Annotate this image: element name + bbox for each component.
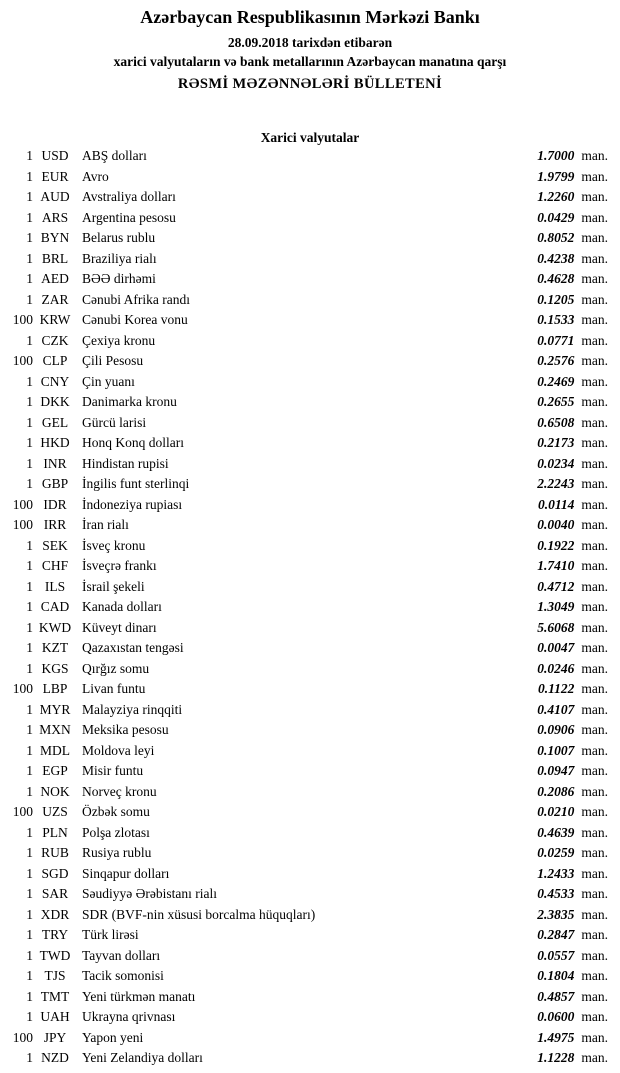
unit-label: man.: [581, 496, 608, 512]
quantity: 100: [12, 804, 33, 819]
currency-code: IRR: [43, 517, 67, 532]
rate-value: 0.2086: [537, 783, 575, 799]
rate-value: 0.2847: [537, 927, 575, 942]
rate-row: [0, 169, 620, 190]
rate-row: [0, 374, 620, 395]
quantity: 100: [12, 1029, 33, 1045]
currency-code: BYN: [40, 230, 70, 245]
rate-row: [0, 907, 620, 928]
quantity: 1: [26, 435, 33, 450]
bulletin-title: RƏSMİ MƏZƏNNƏLƏRİ BÜLLETENİ: [177, 76, 443, 92]
unit-label: man.: [581, 1050, 608, 1065]
currency-name: Çexiya kronu: [82, 332, 156, 348]
quantity: 1: [26, 742, 33, 758]
unit-label: man.: [581, 865, 608, 881]
rate-row: [0, 189, 620, 210]
document-header: [0, 6, 620, 93]
currency-name: Tayvan dolları: [82, 947, 161, 963]
quantity: 1: [26, 394, 33, 409]
rate-row: [0, 661, 620, 682]
currency-name: Yeni Zelandiya dolları: [82, 1050, 203, 1065]
rate-row: [0, 579, 620, 600]
rate-row: [0, 1050, 620, 1071]
currency-code: GBP: [41, 476, 69, 491]
unit-label: man.: [581, 148, 608, 163]
section-title-foreign-currencies: Xarici valyutalar: [260, 130, 360, 145]
rate-value: 5.6068: [537, 619, 575, 635]
currency-code: SEK: [42, 537, 68, 553]
quantity: 1: [26, 476, 33, 491]
currency-name: Misir funtu: [82, 763, 144, 778]
rate-value: 0.1533: [537, 312, 575, 327]
currency-name: BƏƏ dirhəmi: [82, 271, 156, 286]
rate-value: 0.0210: [537, 804, 575, 819]
rate-row: [0, 681, 620, 702]
currency-name: Yapon yeni: [82, 1029, 144, 1045]
currency-name: Livan funtu: [82, 681, 146, 696]
unit-label: man.: [581, 742, 608, 758]
rate-value: 0.0114: [537, 496, 575, 512]
rate-row: [0, 497, 620, 518]
currency-code: XDR: [40, 906, 70, 922]
currency-name: Danimarka kronu: [82, 394, 177, 409]
unit-label: man.: [581, 435, 608, 450]
rate-value: 0.4639: [537, 824, 575, 840]
rate-row: [0, 271, 620, 292]
quantity: 1: [26, 209, 33, 225]
currency-name: Honq Konq dolları: [82, 435, 184, 450]
rate-row: [0, 292, 620, 313]
unit-label: man.: [581, 927, 608, 942]
currency-code: RUB: [41, 845, 69, 860]
rate-row: [0, 702, 620, 723]
rate-value: 0.2576: [537, 353, 575, 368]
rate-row: [0, 845, 620, 866]
quantity: 1: [26, 927, 33, 942]
currency-name: Qazaxıstan tengəsi: [82, 640, 184, 655]
bank-title: Azərbaycan Respublikasının Mərkəzi Bankı: [140, 7, 480, 27]
currency-name: ABŞ dolları: [82, 148, 147, 163]
unit-label: man.: [581, 660, 608, 676]
rate-value: 0.4712: [537, 578, 575, 594]
rate-row: [0, 763, 620, 784]
quantity: 1: [26, 783, 33, 799]
rate-value: 0.0557: [537, 947, 575, 963]
quantity: 1: [26, 250, 33, 266]
currency-code: BRL: [41, 250, 69, 266]
rate-value: 1.2433: [537, 865, 575, 881]
currency-name: Çin yuanı: [82, 373, 135, 389]
rate-value: 0.8052: [537, 230, 575, 245]
rate-row: [0, 435, 620, 456]
rate-row: [0, 722, 620, 743]
quantity: 1: [26, 968, 33, 983]
unit-label: man.: [581, 578, 608, 594]
rate-value: 0.4857: [537, 988, 575, 1004]
unit-label: man.: [581, 968, 608, 983]
currency-code: TRY: [41, 927, 69, 942]
quantity: 100: [12, 353, 33, 368]
currency-code: CAD: [40, 599, 70, 614]
rate-row: [0, 230, 620, 251]
rate-row: [0, 415, 620, 436]
rate-row: [0, 620, 620, 641]
currency-name: Norveç kronu: [82, 783, 157, 799]
quantity: 1: [26, 230, 33, 245]
rate-value: 0.0600: [537, 1009, 575, 1024]
unit-label: man.: [581, 886, 608, 901]
rate-value: 0.1007: [537, 742, 575, 758]
currency-name: Gürcü larisi: [82, 414, 147, 430]
rate-value: 0.0947: [537, 763, 575, 778]
currency-code: MYR: [39, 701, 71, 717]
currency-name: Malayziya rinqqiti: [82, 701, 183, 717]
currency-code: HKD: [40, 435, 70, 450]
unit-label: man.: [581, 1029, 608, 1045]
currency-code: DKK: [40, 394, 70, 409]
rate-row: [0, 968, 620, 989]
currency-code: CLP: [42, 353, 68, 368]
currency-name: Rusiya rublu: [82, 845, 152, 860]
rate-value: 0.0040: [537, 517, 575, 532]
rate-row: [0, 210, 620, 231]
unit-label: man.: [581, 414, 608, 430]
quantity: 1: [26, 1050, 33, 1065]
currency-code: MDL: [40, 742, 70, 758]
unit-label: man.: [581, 517, 608, 532]
unit-label: man.: [581, 701, 608, 717]
unit-label: man.: [581, 804, 608, 819]
rate-row: [0, 476, 620, 497]
rates-list: [0, 148, 620, 1071]
rate-row: [0, 989, 620, 1010]
rate-row: [0, 599, 620, 620]
currency-code: ZAR: [41, 291, 69, 307]
unit-label: man.: [581, 619, 608, 635]
currency-name: Səudiyyə Ərəbistanı rialı: [82, 886, 217, 901]
rate-value: 0.2469: [537, 373, 575, 389]
currency-code: LBP: [42, 681, 68, 696]
rate-row: [0, 1009, 620, 1030]
quantity: 1: [26, 168, 33, 184]
quantity: 1: [26, 455, 33, 471]
currency-code: ILS: [44, 578, 66, 594]
quantity: 1: [26, 332, 33, 348]
currency-name: Küveyt dinarı: [82, 619, 157, 635]
rate-value: 0.4107: [537, 701, 575, 717]
currency-code: AUD: [40, 189, 70, 204]
rate-row: [0, 948, 620, 969]
unit-label: man.: [581, 763, 608, 778]
rate-value: 0.0429: [537, 209, 575, 225]
unit-label: man.: [581, 271, 608, 286]
unit-label: man.: [581, 599, 608, 614]
rate-row: [0, 251, 620, 272]
currency-code: SAR: [41, 886, 69, 901]
rate-row: [0, 353, 620, 374]
currency-code: KRW: [39, 312, 71, 327]
currency-name: İsveç kronu: [82, 537, 146, 553]
rate-value: 0.1205: [537, 291, 575, 307]
currency-code: KZT: [41, 640, 69, 655]
rate-value: 1.2260: [537, 189, 575, 204]
unit-label: man.: [581, 353, 608, 368]
unit-label: man.: [581, 845, 608, 860]
currency-name: Avstraliya dolları: [82, 189, 176, 204]
quantity: 100: [12, 312, 33, 327]
rate-row: [0, 743, 620, 764]
currency-name: Kanada dolları: [82, 599, 162, 614]
quantity: 100: [12, 681, 33, 696]
rate-row: [0, 886, 620, 907]
rate-row: [0, 784, 620, 805]
currency-name: Belarus rublu: [82, 230, 156, 245]
rate-row: [0, 394, 620, 415]
quantity: 100: [12, 517, 33, 532]
quantity: 1: [26, 701, 33, 717]
rate-value: 0.1804: [537, 968, 575, 983]
quantity: 1: [26, 906, 33, 922]
quantity: 1: [26, 763, 33, 778]
quantity: 1: [26, 640, 33, 655]
currency-code: SGD: [41, 865, 69, 881]
currency-code: CZK: [41, 332, 69, 348]
rate-value: 0.0906: [537, 722, 575, 737]
quantity: 1: [26, 1009, 33, 1024]
quantity: 100: [12, 496, 33, 512]
currency-name: Cənubi Korea vonu: [82, 312, 188, 327]
unit-label: man.: [581, 209, 608, 225]
rate-value: 0.0771: [537, 332, 575, 348]
currency-code: USD: [41, 148, 69, 163]
unit-label: man.: [581, 476, 608, 491]
quantity: 1: [26, 537, 33, 553]
quantity: 1: [26, 988, 33, 1004]
currency-name: Braziliya rialı: [82, 250, 157, 266]
rate-value: 1.1228: [537, 1050, 575, 1065]
unit-label: man.: [581, 988, 608, 1004]
quantity: 1: [26, 722, 33, 737]
currency-name: Meksika pesosu: [82, 722, 169, 737]
rate-value: 1.4975: [537, 1029, 575, 1045]
currency-name: Tacik somonisi: [82, 968, 164, 983]
currency-code: KWD: [38, 619, 72, 635]
unit-label: man.: [581, 640, 608, 655]
currency-name: İngilis funt sterlinqi: [82, 476, 190, 491]
currency-name: İsrail şekeli: [82, 578, 145, 594]
unit-label: man.: [581, 824, 608, 840]
unit-label: man.: [581, 394, 608, 409]
currency-code: UAH: [40, 1009, 70, 1024]
rate-value: 0.4238: [537, 250, 575, 266]
currency-name: Özbək somu: [82, 804, 150, 819]
unit-label: man.: [581, 168, 608, 184]
rate-row: [0, 517, 620, 538]
rate-row: [0, 804, 620, 825]
currency-name: İsveçrə frankı: [82, 558, 157, 573]
unit-label: man.: [581, 373, 608, 389]
quantity: 1: [26, 824, 33, 840]
currency-name: Ukrayna qrivnası: [82, 1009, 176, 1024]
currency-code: EUR: [41, 168, 69, 184]
rate-row: [0, 825, 620, 846]
quantity: 1: [26, 947, 33, 963]
unit-label: man.: [581, 783, 608, 799]
rate-row: [0, 866, 620, 887]
unit-label: man.: [581, 947, 608, 963]
rate-value: 0.0047: [537, 640, 575, 655]
unit-label: man.: [581, 537, 608, 553]
rate-row: [0, 640, 620, 661]
currency-code: CHF: [41, 558, 69, 573]
quantity: 1: [26, 845, 33, 860]
rate-value: 0.1122: [537, 681, 575, 696]
unit-label: man.: [581, 681, 608, 696]
rate-value: 0.0259: [537, 845, 575, 860]
rate-value: 2.2243: [537, 476, 575, 491]
unit-label: man.: [581, 230, 608, 245]
currency-code: NOK: [40, 783, 70, 799]
unit-label: man.: [581, 291, 608, 307]
rate-value: 0.0234: [537, 455, 575, 471]
currency-name: İndoneziya rupiası: [82, 496, 183, 512]
rate-value: 0.4628: [537, 271, 575, 286]
quantity: 1: [26, 578, 33, 594]
rate-value: 1.9799: [537, 168, 575, 184]
unit-label: man.: [581, 312, 608, 327]
currency-code: IDR: [43, 496, 67, 512]
rate-row: [0, 456, 620, 477]
effective-date-line: 28.09.2018 tarixdən etibarən: [227, 35, 393, 50]
rate-value: 2.3835: [537, 906, 575, 922]
rate-value: 1.7410: [537, 558, 575, 573]
rate-value: 0.4533: [537, 886, 575, 901]
currency-name: Polşa zlotası: [82, 824, 150, 840]
currency-name: Avro: [82, 168, 109, 184]
quantity: 1: [26, 599, 33, 614]
currency-name: Argentina pesosu: [82, 209, 176, 225]
currency-code: NZD: [41, 1050, 69, 1065]
unit-label: man.: [581, 558, 608, 573]
currency-code: KGS: [41, 660, 69, 676]
rate-value: 0.2173: [537, 435, 575, 450]
currency-code: GEL: [41, 414, 69, 430]
rate-row: [0, 1030, 620, 1051]
quantity: 1: [26, 271, 33, 286]
rate-value: 1.7000: [537, 148, 575, 163]
rate-row: [0, 148, 620, 169]
currency-code: TMT: [40, 988, 70, 1004]
rate-value: 0.1922: [537, 537, 575, 553]
unit-label: man.: [581, 189, 608, 204]
currency-name: İran rialı: [82, 517, 129, 532]
rate-row: [0, 312, 620, 333]
quantity: 1: [26, 660, 33, 676]
unit-label: man.: [581, 332, 608, 348]
rate-row: [0, 558, 620, 579]
currency-name: Sinqapur dolları: [82, 865, 170, 881]
quantity: 1: [26, 558, 33, 573]
currency-name: Türk lirəsi: [82, 927, 139, 942]
quantity: 1: [26, 189, 33, 204]
quantity: 1: [26, 886, 33, 901]
currency-code: INR: [43, 455, 67, 471]
quantity: 1: [26, 148, 33, 163]
rate-row: [0, 927, 620, 948]
rate-row: [0, 333, 620, 354]
unit-label: man.: [581, 1009, 608, 1024]
unit-label: man.: [581, 455, 608, 471]
currency-name: Moldova leyi: [82, 742, 155, 758]
currency-code: TJS: [44, 968, 66, 983]
currency-code: MXN: [39, 722, 71, 737]
currency-code: CNY: [40, 373, 70, 389]
rate-value: 0.6508: [537, 414, 575, 430]
unit-label: man.: [581, 906, 608, 922]
rate-value: 1.3049: [537, 599, 575, 614]
unit-label: man.: [581, 250, 608, 266]
currency-name: Çili Pesosu: [82, 353, 144, 368]
quantity: 1: [26, 291, 33, 307]
currency-name: SDR (BVF-nin xüsusi borcalma hüquqları): [82, 906, 316, 922]
rate-value: 0.0246: [537, 660, 575, 676]
quantity: 1: [26, 414, 33, 430]
rate-value: 0.2655: [537, 394, 575, 409]
bulletin-subtitle: xarici valyutaların və bank metallarının Azərbaycan manatına qarşı: [113, 54, 507, 69]
currency-code: TWD: [39, 947, 71, 963]
rate-row: [0, 538, 620, 559]
currency-code: EGP: [42, 763, 68, 778]
currency-name: Yeni türkmən manatı: [82, 988, 196, 1004]
currency-code: UZS: [42, 804, 68, 819]
quantity: 1: [26, 865, 33, 881]
currency-code: PLN: [42, 824, 68, 840]
quantity: 1: [26, 619, 33, 635]
currency-name: Qırğız somu: [82, 660, 150, 676]
unit-label: man.: [581, 722, 608, 737]
currency-name: Cənubi Afrika randı: [82, 291, 190, 307]
currency-code: ARS: [41, 209, 69, 225]
quantity: 1: [26, 373, 33, 389]
currency-code: JPY: [43, 1029, 67, 1045]
currency-name: Hindistan rupisi: [82, 455, 169, 471]
currency-code: AED: [41, 271, 69, 286]
